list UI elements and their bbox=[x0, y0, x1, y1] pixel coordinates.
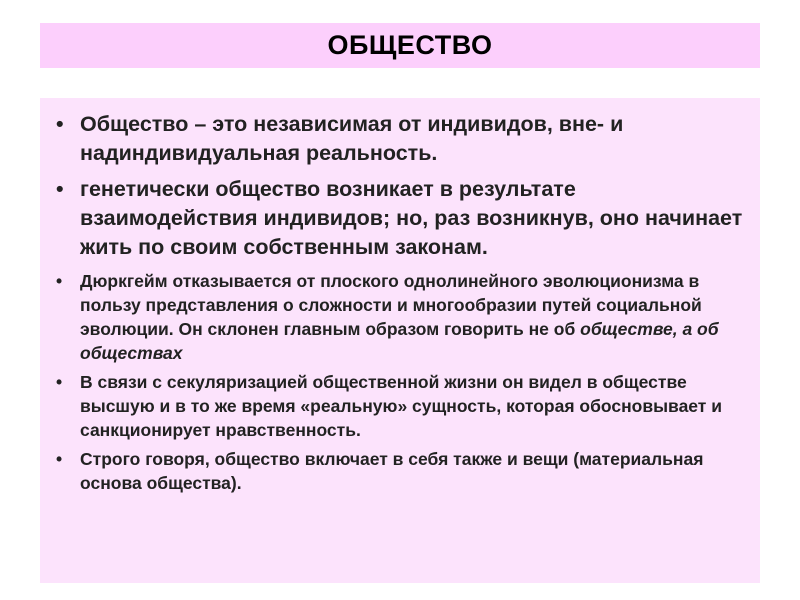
bullet-text-2: генетически общество возникает в результате взаимодействия индивидов; но, раз возникнув, оно начинает жить по своим собственным законам. bbox=[80, 177, 743, 259]
bullet-icon: • bbox=[56, 271, 63, 291]
bullet-icon: • bbox=[56, 177, 64, 201]
bullet-text-4: В связи с секуляризацией общественной жизни он видел в обществе высшую и в то же время «реальную» сущность, которая обосновывает и санкционирует нравственность. bbox=[80, 372, 722, 440]
bullet-list bbox=[53, 110, 757, 500]
bullet-item-3 bbox=[53, 269, 757, 365]
bullet-item-5 bbox=[53, 447, 757, 495]
bullet-text-3-italic: обществе, а об обществах bbox=[80, 319, 719, 363]
bullet-item-4 bbox=[53, 370, 757, 442]
bullet-text-5: Строго говоря, общество включает в себя также и вещи (материальная основа общества). bbox=[80, 449, 704, 493]
bullet-item-1 bbox=[53, 110, 757, 168]
bullet-icon: • bbox=[56, 112, 64, 136]
page-title: ОБЩЕСТВО bbox=[327, 30, 493, 60]
bullet-text-3: Дюркгейм отказывается от плоского однолинейного эволюционизма в пользу представления о сложности и многообразии путей социальной эволюции. Он склонен главным образом говорить не об bbox=[80, 271, 702, 339]
bullet-item-2 bbox=[53, 175, 757, 262]
bullet-text-1: Общество – это независимая от индивидов, вне- и надиндивидуальная реальность. bbox=[80, 112, 624, 165]
bullet-icon: • bbox=[56, 449, 63, 469]
title-banner bbox=[40, 23, 760, 68]
content-panel bbox=[40, 98, 760, 583]
bullet-icon: • bbox=[56, 372, 63, 392]
